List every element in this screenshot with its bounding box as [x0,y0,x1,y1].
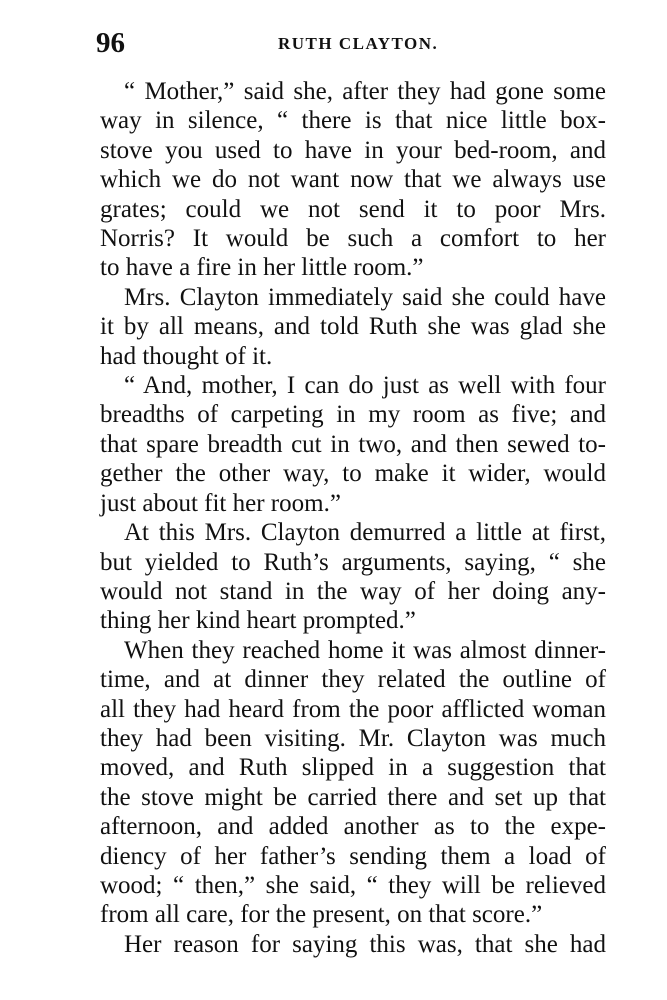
text-line: would not stand in the way of her doing any- [100,577,606,605]
text-line: When they reached home it was almost dinner- [124,636,606,664]
text-line: they had been visiting. Mr. Clayton was much [100,724,606,752]
text-line: breadths of carpeting in my room as five; and [100,401,606,429]
text-line: had thought of it. [100,342,273,370]
text-line: from all care, for the present, on that score.” [100,901,543,929]
text-line: which we do not want now that we always use [100,166,606,194]
text-line: Norris? It would be such a comfort to her [100,225,606,253]
page-number: 96 [96,27,125,59]
text-line: Mrs. Clayton immediately said she could have [124,283,606,311]
text-line: At this Mrs. Clayton demurred a little at first, [124,519,606,547]
text-line: “ And, mother, I can do just as well with four [124,372,606,400]
running-title: RUTH CLAYTON. [278,34,439,53]
text-line: just about fit her room.” [100,489,341,517]
text-line: all they had heard from the poor afflicted woman [100,695,606,723]
text-line: the stove might be carried there and set up that [100,783,606,811]
text-line: gether the other way, to make it wider, would [100,460,606,488]
text-line: time, and at dinner they related the outline of [100,666,606,694]
text-line: afternoon, and added another as to the expe- [100,813,606,841]
text-line: but yielded to Ruth’s arguments, saying, “ she [100,548,606,576]
body-text [100,77,606,959]
text-line: it by all means, and told Ruth she was glad she [100,313,606,341]
text-line: diency of her father’s sending them a load of [100,842,606,870]
text-line: to have a fire in her little room.” [100,254,424,282]
text-line: moved, and Ruth slipped in a suggestion that [100,754,606,782]
text-line: way in silence, “ there is that nice little box- [100,107,606,135]
running-head [96,26,606,60]
text-line: “ Mother,” said she, after they had gone some [124,78,606,105]
text-line: that spare breadth cut in two, and then sewed to- [100,430,606,458]
text-line: stove you used to have in your bed-room, and [100,136,606,164]
text-line: thing her kind heart prompted.” [100,607,416,635]
text-line: Her reason for saying this was, that she had [124,930,606,958]
text-line: grates; could we not send it to poor Mrs. [100,195,606,223]
text-line: wood; “ then,” she said, “ they will be relieved [100,871,606,899]
